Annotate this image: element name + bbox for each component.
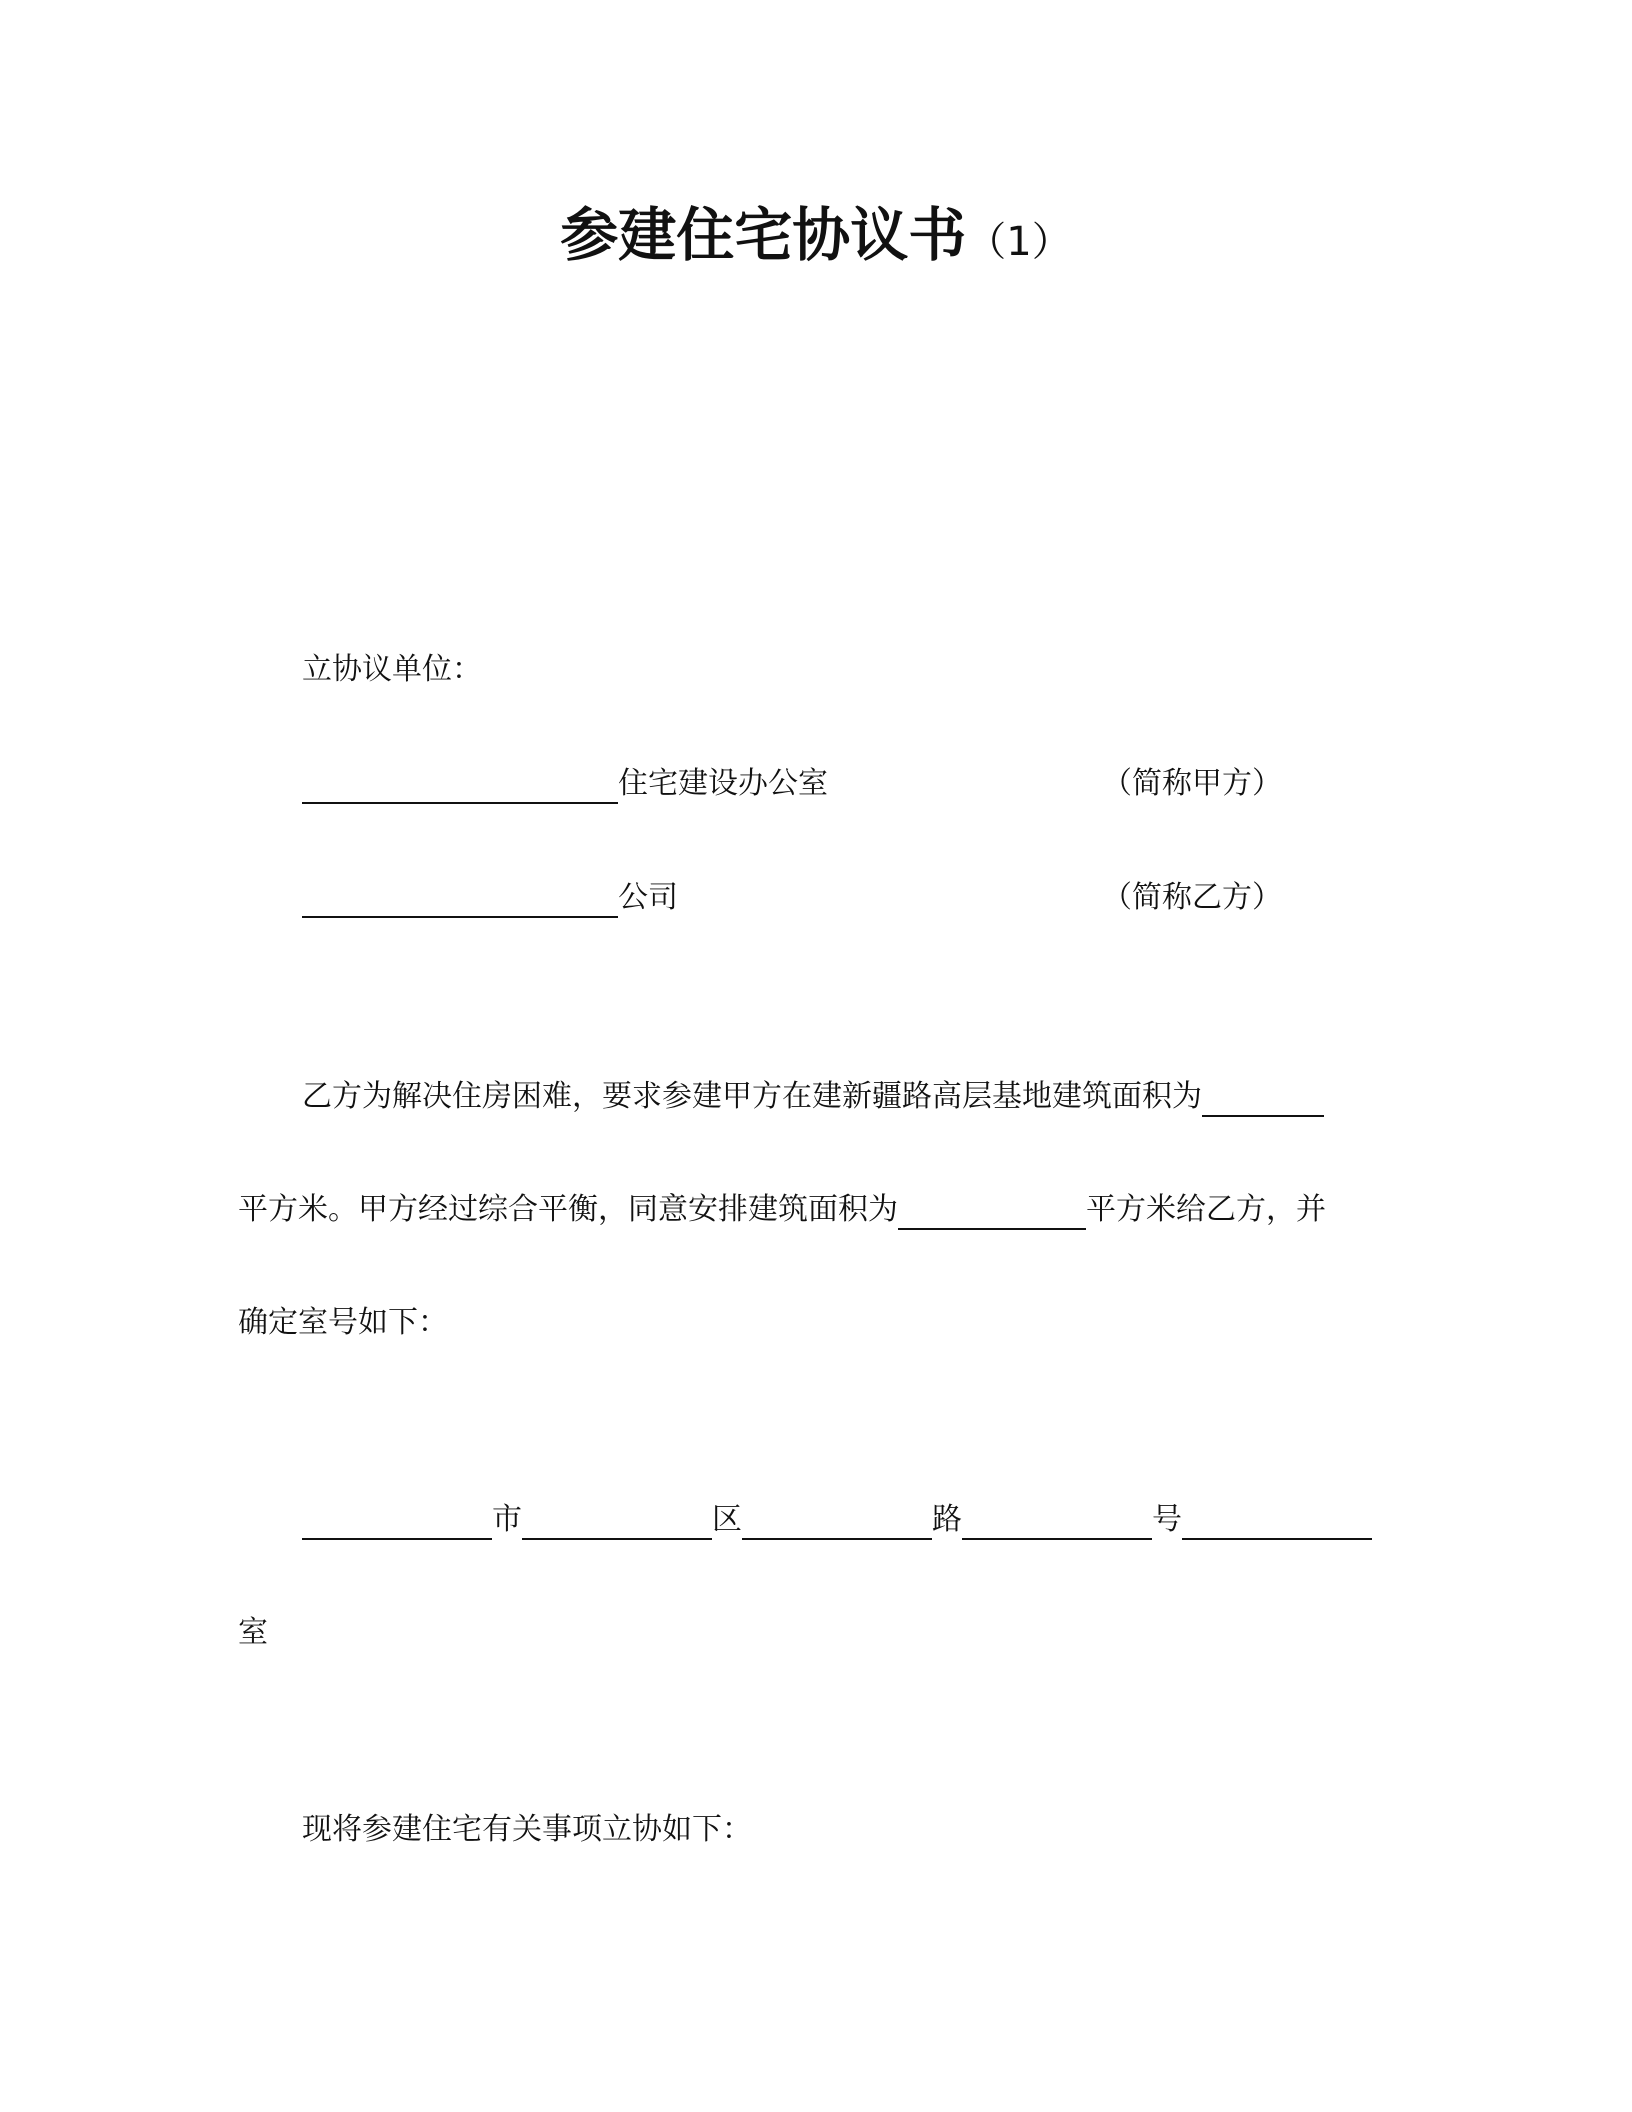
address-city: 市	[492, 1502, 522, 1537]
area-granted-blank	[898, 1194, 1086, 1230]
area-requested-blank	[1202, 1081, 1324, 1117]
party-b-name-blank	[302, 882, 618, 918]
party-a-line	[302, 764, 828, 804]
title-main: 参建住宅协议书	[560, 201, 967, 269]
parties-heading: 立协议单位：	[302, 652, 482, 687]
address-district: 区	[712, 1502, 742, 1537]
address-line	[302, 1500, 1372, 1540]
party-b-line	[302, 878, 678, 918]
paragraph1-part2: 平方米。甲方经过综合平衡，同意安排建筑面积为	[238, 1192, 898, 1227]
party-a-name-suffix: 住宅建设办公室	[618, 766, 828, 801]
room-blank	[1182, 1504, 1372, 1540]
title-suffix: （1）	[966, 219, 1072, 265]
paragraph1-line3: 确定室号如下：	[238, 1305, 448, 1340]
document-title	[0, 200, 1632, 277]
party-a-note: （简称甲方）	[1102, 766, 1282, 801]
closing-statement: 现将参建住宅有关事项立协如下：	[302, 1812, 752, 1847]
party-b-note: （简称乙方）	[1102, 880, 1282, 915]
address-room: 室	[238, 1615, 268, 1650]
address-number: 号	[1152, 1502, 1182, 1537]
paragraph1-part1: 乙方为解决住房困难，要求参建甲方在建新疆路高层基地建筑面积为	[302, 1079, 1202, 1114]
address-road: 路	[932, 1502, 962, 1537]
paragraph1-line1	[302, 1077, 1324, 1117]
paragraph1-part3: 平方米给乙方，并	[1086, 1192, 1326, 1227]
party-a-name-blank	[302, 768, 618, 804]
party-b-name-suffix: 公司	[618, 880, 678, 915]
number-blank	[962, 1504, 1152, 1540]
paragraph1-line2	[238, 1190, 1326, 1230]
city-blank	[302, 1504, 492, 1540]
district-blank	[522, 1504, 712, 1540]
road-blank	[742, 1504, 932, 1540]
